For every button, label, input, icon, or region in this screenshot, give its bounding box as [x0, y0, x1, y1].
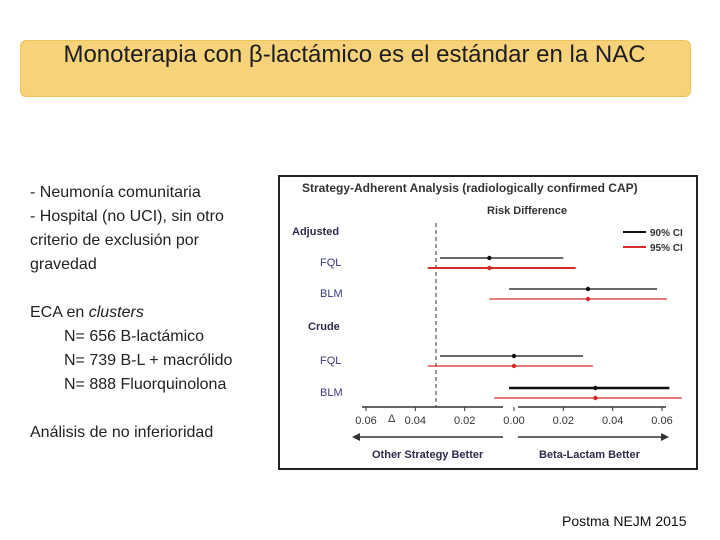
- x-tick-label: 0.02: [552, 415, 575, 427]
- study-description: [30, 181, 270, 445]
- eca-line: [30, 301, 270, 325]
- analysis-line: Análisis de no inferioridad: [30, 424, 214, 441]
- forest-plot-figure: [278, 175, 698, 470]
- row-label-adjusted-fql: FQL: [320, 257, 342, 269]
- legend-95-label: 95% CI: [650, 243, 683, 254]
- crude-fql-estimate-95: [512, 364, 516, 368]
- eca-clusters: clusters: [88, 304, 144, 321]
- adjusted-blm-estimate-90: [586, 287, 590, 291]
- n-fluoroquinolone: N= 888 Fluorquinolona: [64, 376, 227, 393]
- row-label-adjusted-blm: BLM: [320, 288, 343, 300]
- slide-title: Monoterapia con β-lactámico es el estándar en la NAC: [63, 41, 646, 68]
- x-tick-label: 0.06: [355, 415, 377, 427]
- group-label-adjusted: Adjusted: [292, 226, 340, 238]
- crude-blm-estimate-95: [593, 396, 597, 400]
- citation: Postma NEJM 2015: [562, 513, 687, 529]
- figure-title: Strategy-Adherent Analysis (radiologically confirmed CAP): [302, 181, 638, 195]
- desc-line-3: criterio de exclusión por: [30, 232, 199, 249]
- desc-line-4: gravedad: [30, 256, 97, 273]
- label-beta-lactam-better: Beta-Lactam Better: [539, 449, 640, 461]
- x-tick-label: 0.02: [453, 415, 476, 427]
- desc-line-1: - Neumonía comunitaria: [30, 184, 201, 201]
- eca-prefix: ECA en: [30, 304, 89, 321]
- crude-blm-estimate-90: [593, 386, 597, 390]
- x-tick-label: 0.00: [503, 415, 525, 427]
- row-label-crude-fql: FQL: [320, 355, 342, 367]
- adjusted-fql-estimate-90: [487, 256, 491, 260]
- x-tick-label: 0.04: [601, 415, 624, 427]
- crude-fql-estimate-90: [512, 354, 516, 358]
- delta-symbol: Δ: [388, 413, 396, 425]
- label-other-strategy-better: Other Strategy Better: [372, 449, 484, 461]
- figure-frame: [279, 176, 697, 469]
- legend-90-label: 90% CI: [650, 228, 683, 239]
- x-tick-label: 0.04: [404, 415, 427, 427]
- adjusted-blm-estimate-95: [586, 297, 590, 301]
- figure-subtitle: Risk Difference: [487, 205, 568, 217]
- n-macrolide: N= 739 B-L + macrólido: [64, 352, 233, 369]
- n-betalactam: N= 656 B-lactámico: [64, 328, 205, 345]
- row-label-crude-blm: BLM: [320, 387, 343, 399]
- desc-line-2: - Hospital (no UCI), sin otro: [30, 208, 224, 225]
- adjusted-fql-estimate-95: [487, 266, 491, 270]
- group-label-crude: Crude: [308, 321, 340, 333]
- x-tick-label: 0.06: [651, 415, 673, 427]
